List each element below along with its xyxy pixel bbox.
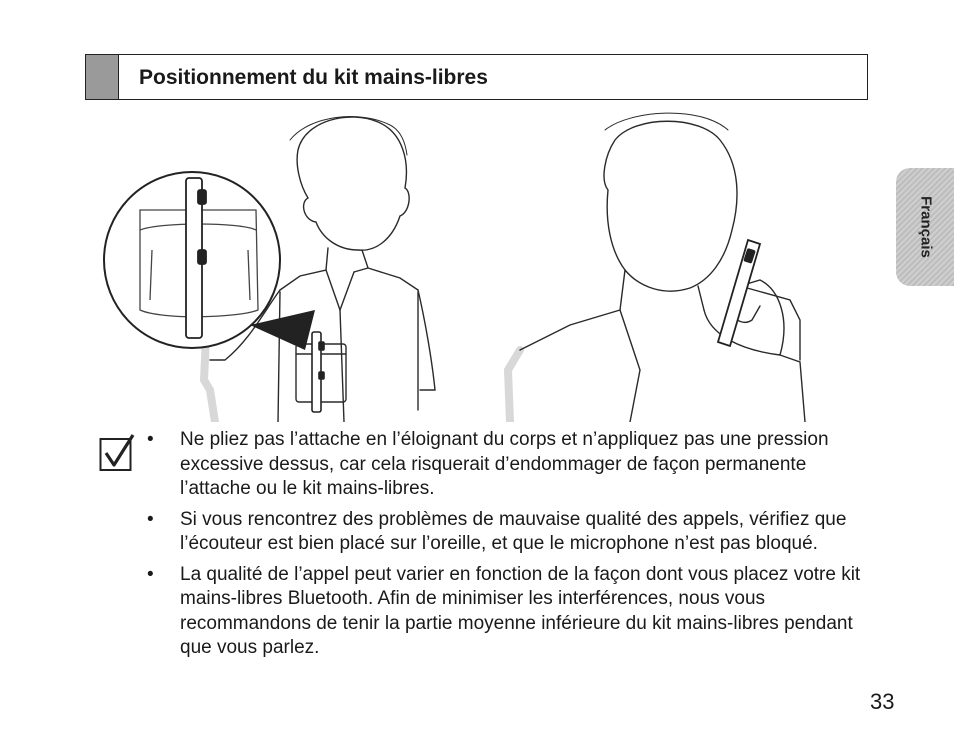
notes-list [147, 428, 867, 667]
note-item [147, 563, 867, 661]
section-marker [86, 55, 119, 99]
language-tab-label: Français [917, 196, 935, 258]
bullet-icon: • [147, 429, 154, 450]
note-item [147, 508, 867, 557]
usage-illustration [100, 110, 810, 422]
page-number: 33 [870, 689, 895, 714]
language-tab [896, 168, 954, 286]
right-hand-headset [718, 240, 760, 346]
bullet-icon: • [147, 563, 154, 585]
left-clip-headset [312, 332, 324, 412]
section-title: Positionnement du kit mains-libres [139, 66, 488, 89]
pocket-zoom-inset [104, 172, 315, 350]
checkbox-check-icon [99, 433, 135, 473]
bullet-icon: • [147, 508, 154, 530]
right-person-figure [508, 113, 805, 422]
note-text: La qualité de l’appel peut varier en fonction de la façon dont vous placez votre kit mains-libres Bluetooth. Afin de minimiser les interférences, nous vous recommandons de tenir la partie moyenne inférieure du kit mains-libres pendant que vous parlez. [180, 563, 861, 658]
note-text: Si vous rencontrez des problèmes de mauvaise qualité des appels, vérifiez que l’écouteur est bien placé sur l’oreille, et que le microphone n’est pas bloqué. [180, 508, 847, 554]
note-text: Ne pliez pas l’attache en l’éloignant du corps et n’appliquez pas une pression excessive dessus, car cela risquerait d’endommager de façon permanente l’attache ou le kit mains-libres. [180, 429, 829, 499]
note-item [147, 428, 867, 502]
section-header [85, 54, 868, 100]
